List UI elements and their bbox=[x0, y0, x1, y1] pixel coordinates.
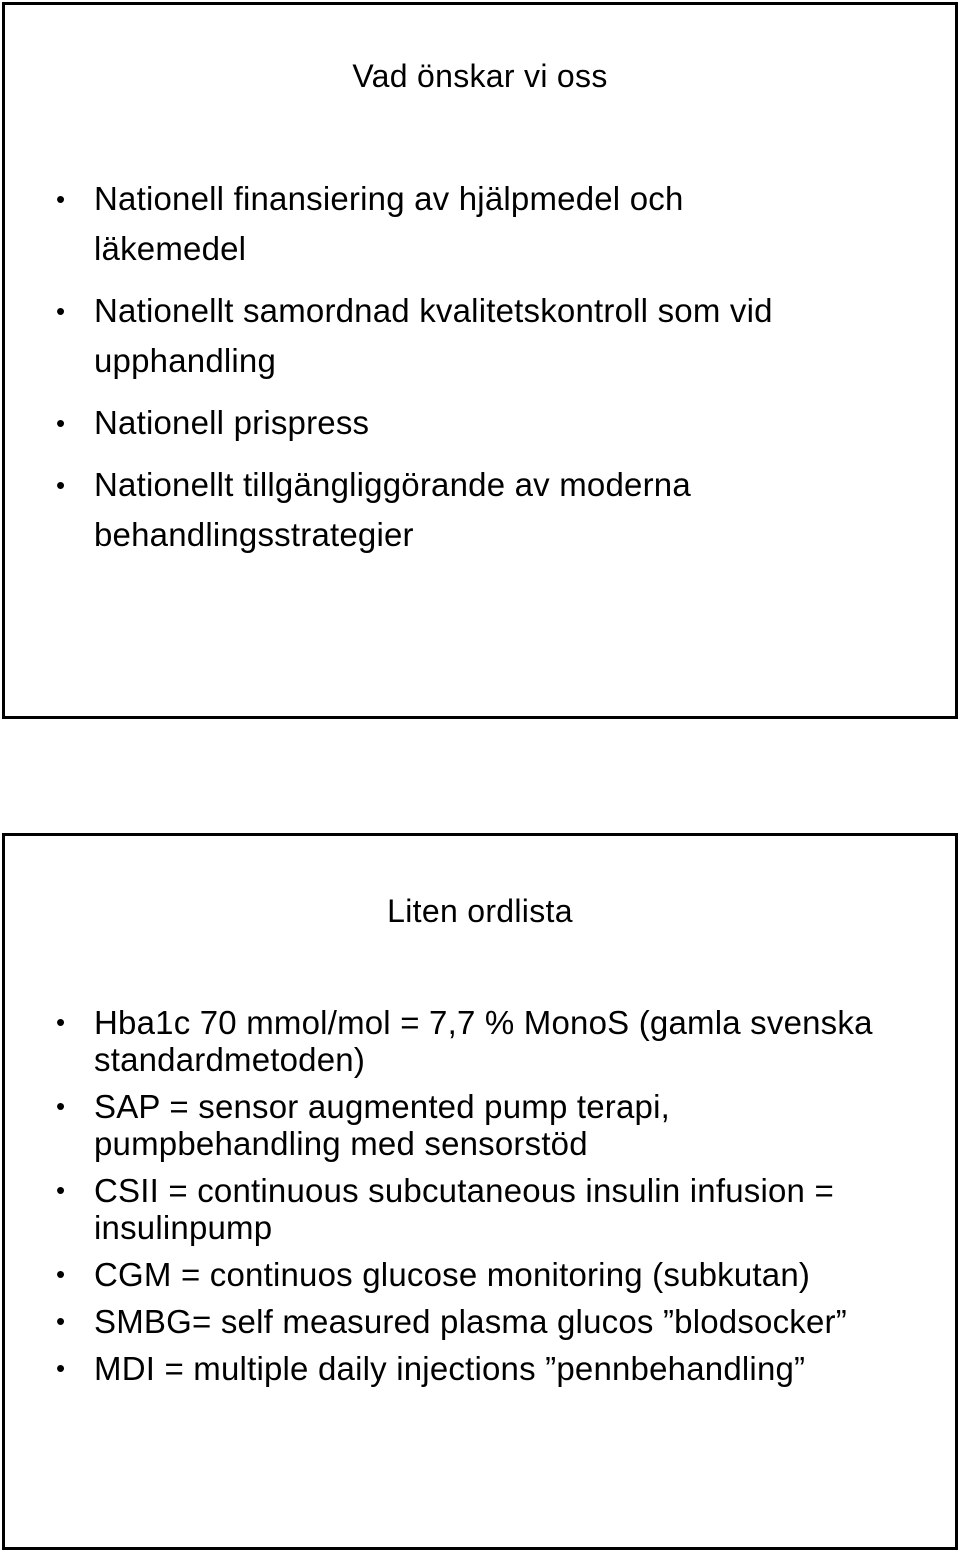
bullet-icon: • bbox=[56, 470, 66, 500]
bullet-text: Hba1c 70 mmol/mol = 7,7 % MonoS (gamla svenska standardmetoden) bbox=[94, 1004, 873, 1078]
bullet-text: CSII = continuous subcutaneous insulin infusion = insulinpump bbox=[94, 1172, 834, 1246]
bullet-text: SAP = sensor augmented pump terapi, pumpbehandling med sensorstöd bbox=[94, 1088, 670, 1162]
bullet-icon: • bbox=[56, 1175, 66, 1205]
list-item bbox=[56, 1303, 916, 1340]
bullet-icon: • bbox=[56, 1091, 66, 1121]
bullet-icon: • bbox=[56, 1306, 66, 1336]
bullet-list-1 bbox=[56, 174, 836, 572]
list-item bbox=[56, 1172, 916, 1246]
slide-title-1: Vad önskar vi oss bbox=[352, 58, 608, 94]
bullet-list-2 bbox=[56, 1004, 916, 1397]
list-item bbox=[56, 1088, 916, 1162]
bullet-icon: • bbox=[56, 184, 66, 214]
bullet-text: Nationell prispress bbox=[94, 404, 370, 441]
bullet-icon: • bbox=[56, 1353, 66, 1383]
bullet-icon: • bbox=[56, 1259, 66, 1289]
slide-title-2: Liten ordlista bbox=[387, 893, 573, 929]
list-item bbox=[56, 286, 836, 386]
bullet-text: SMBG= self measured plasma glucos ”blodsocker” bbox=[94, 1303, 847, 1340]
bullet-icon: • bbox=[56, 296, 66, 326]
list-item bbox=[56, 1350, 916, 1387]
bullet-text: CGM = continuos glucose monitoring (subkutan) bbox=[94, 1256, 811, 1293]
list-item bbox=[56, 1256, 916, 1293]
bullet-text: MDI = multiple daily injections ”pennbehandling” bbox=[94, 1350, 806, 1387]
bullet-icon: • bbox=[56, 408, 66, 438]
list-item bbox=[56, 174, 836, 274]
list-item bbox=[56, 398, 836, 448]
list-item bbox=[56, 1004, 916, 1078]
bullet-text: Nationell finansiering av hjälpmedel och läkemedel bbox=[94, 180, 684, 267]
bullet-icon: • bbox=[56, 1007, 66, 1037]
list-item bbox=[56, 460, 836, 560]
bullet-text: Nationellt tillgängliggörande av moderna behandlingsstrategier bbox=[94, 466, 691, 553]
bullet-text: Nationellt samordnad kvalitetskontroll som vid upphandling bbox=[94, 292, 773, 379]
